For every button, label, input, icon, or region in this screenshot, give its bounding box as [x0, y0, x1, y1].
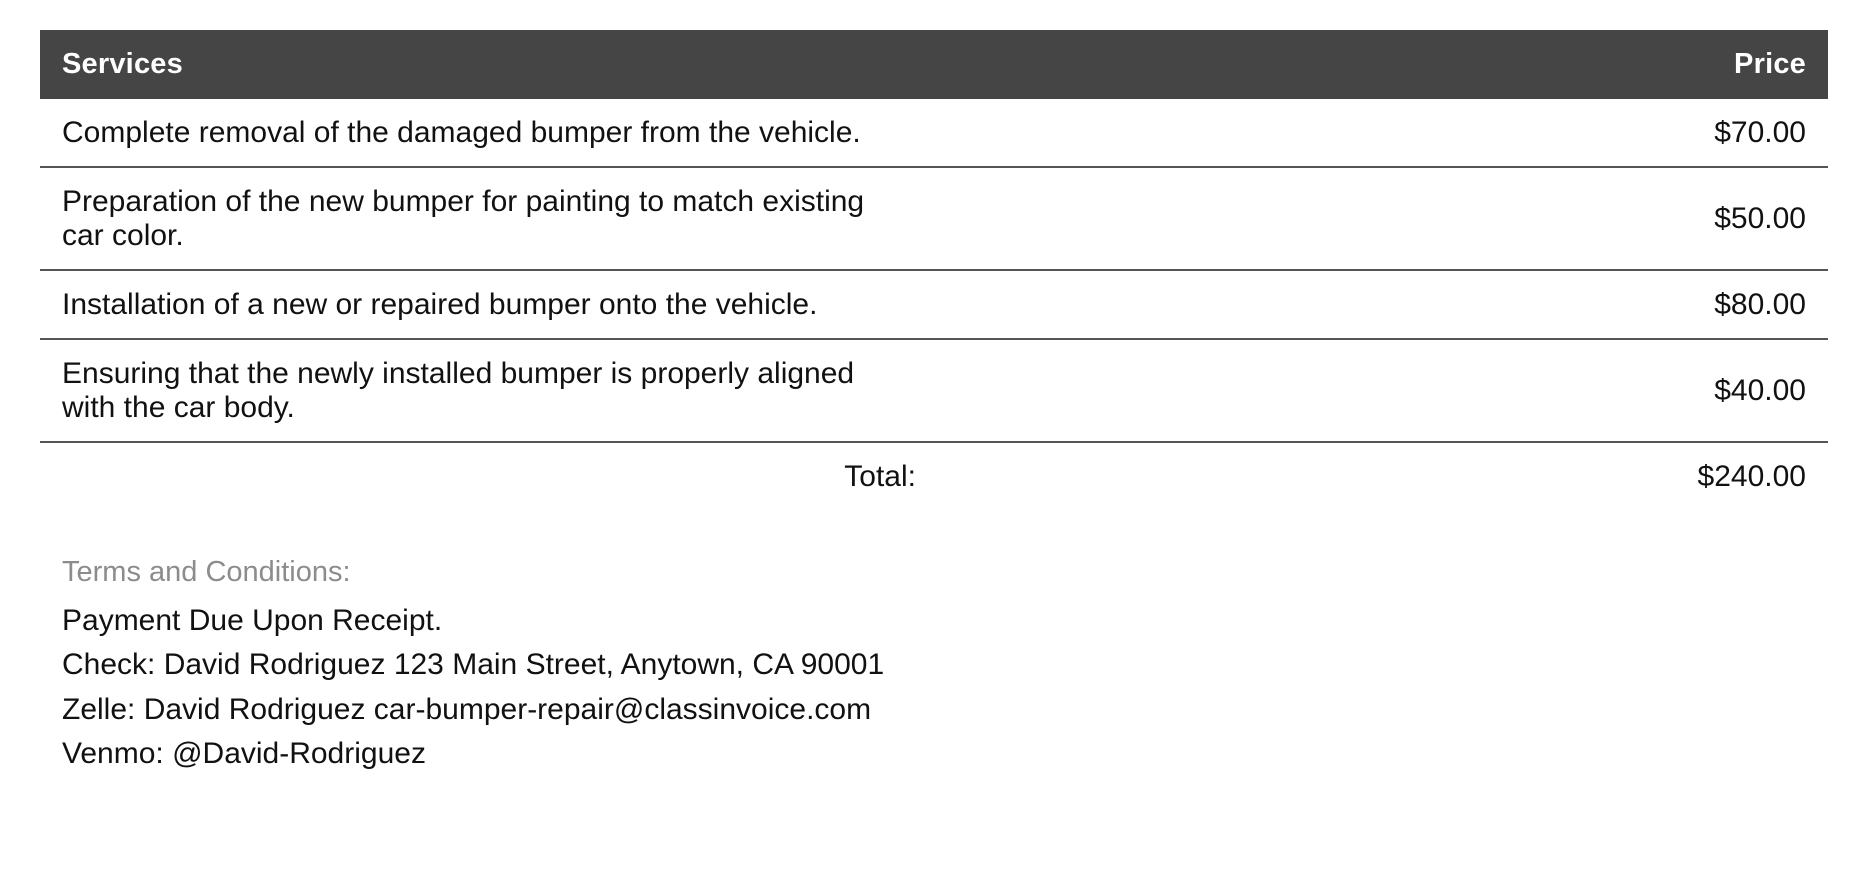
service-price: $70.00 [934, 99, 1828, 167]
services-table-header-row [40, 30, 1828, 99]
total-row [40, 442, 1828, 510]
column-header-services: Services [40, 30, 934, 99]
terms-line-venmo: Venmo: @David-Rodriguez [62, 737, 426, 771]
terms-line-check: Check: David Rodriguez 123 Main Street, Anytown, CA 90001 [62, 648, 885, 682]
terms-title: Terms and Conditions: [62, 556, 351, 588]
service-description: Installation of a new or repaired bumper onto the vehicle. [40, 270, 934, 339]
service-price: $50.00 [934, 167, 1828, 270]
column-header-price: Price [934, 30, 1828, 99]
service-description: Ensuring that the newly installed bumper is properly aligned with the car body. [40, 339, 934, 442]
table-row [40, 270, 1828, 339]
table-row [40, 339, 1828, 442]
total-value: $240.00 [1697, 460, 1806, 493]
service-price: $80.00 [934, 270, 1828, 339]
table-row [40, 167, 1828, 270]
table-row [40, 99, 1828, 167]
service-description: Complete removal of the damaged bumper from the vehicle. [40, 99, 934, 167]
service-price: $40.00 [934, 339, 1828, 442]
terms-line-payment: Payment Due Upon Receipt. [62, 604, 443, 637]
terms-line-zelle: Zelle: David Rodriguez car-bumper-repair@classinvoice.com [62, 692, 872, 726]
services-table-body [40, 99, 1828, 510]
terms-and-conditions-section [40, 556, 1828, 777]
services-table [40, 30, 1828, 510]
services-table-head [40, 30, 1828, 99]
total-label: Total: [844, 460, 916, 493]
service-description: Preparation of the new bumper for painting to match existing car color. [40, 167, 934, 270]
